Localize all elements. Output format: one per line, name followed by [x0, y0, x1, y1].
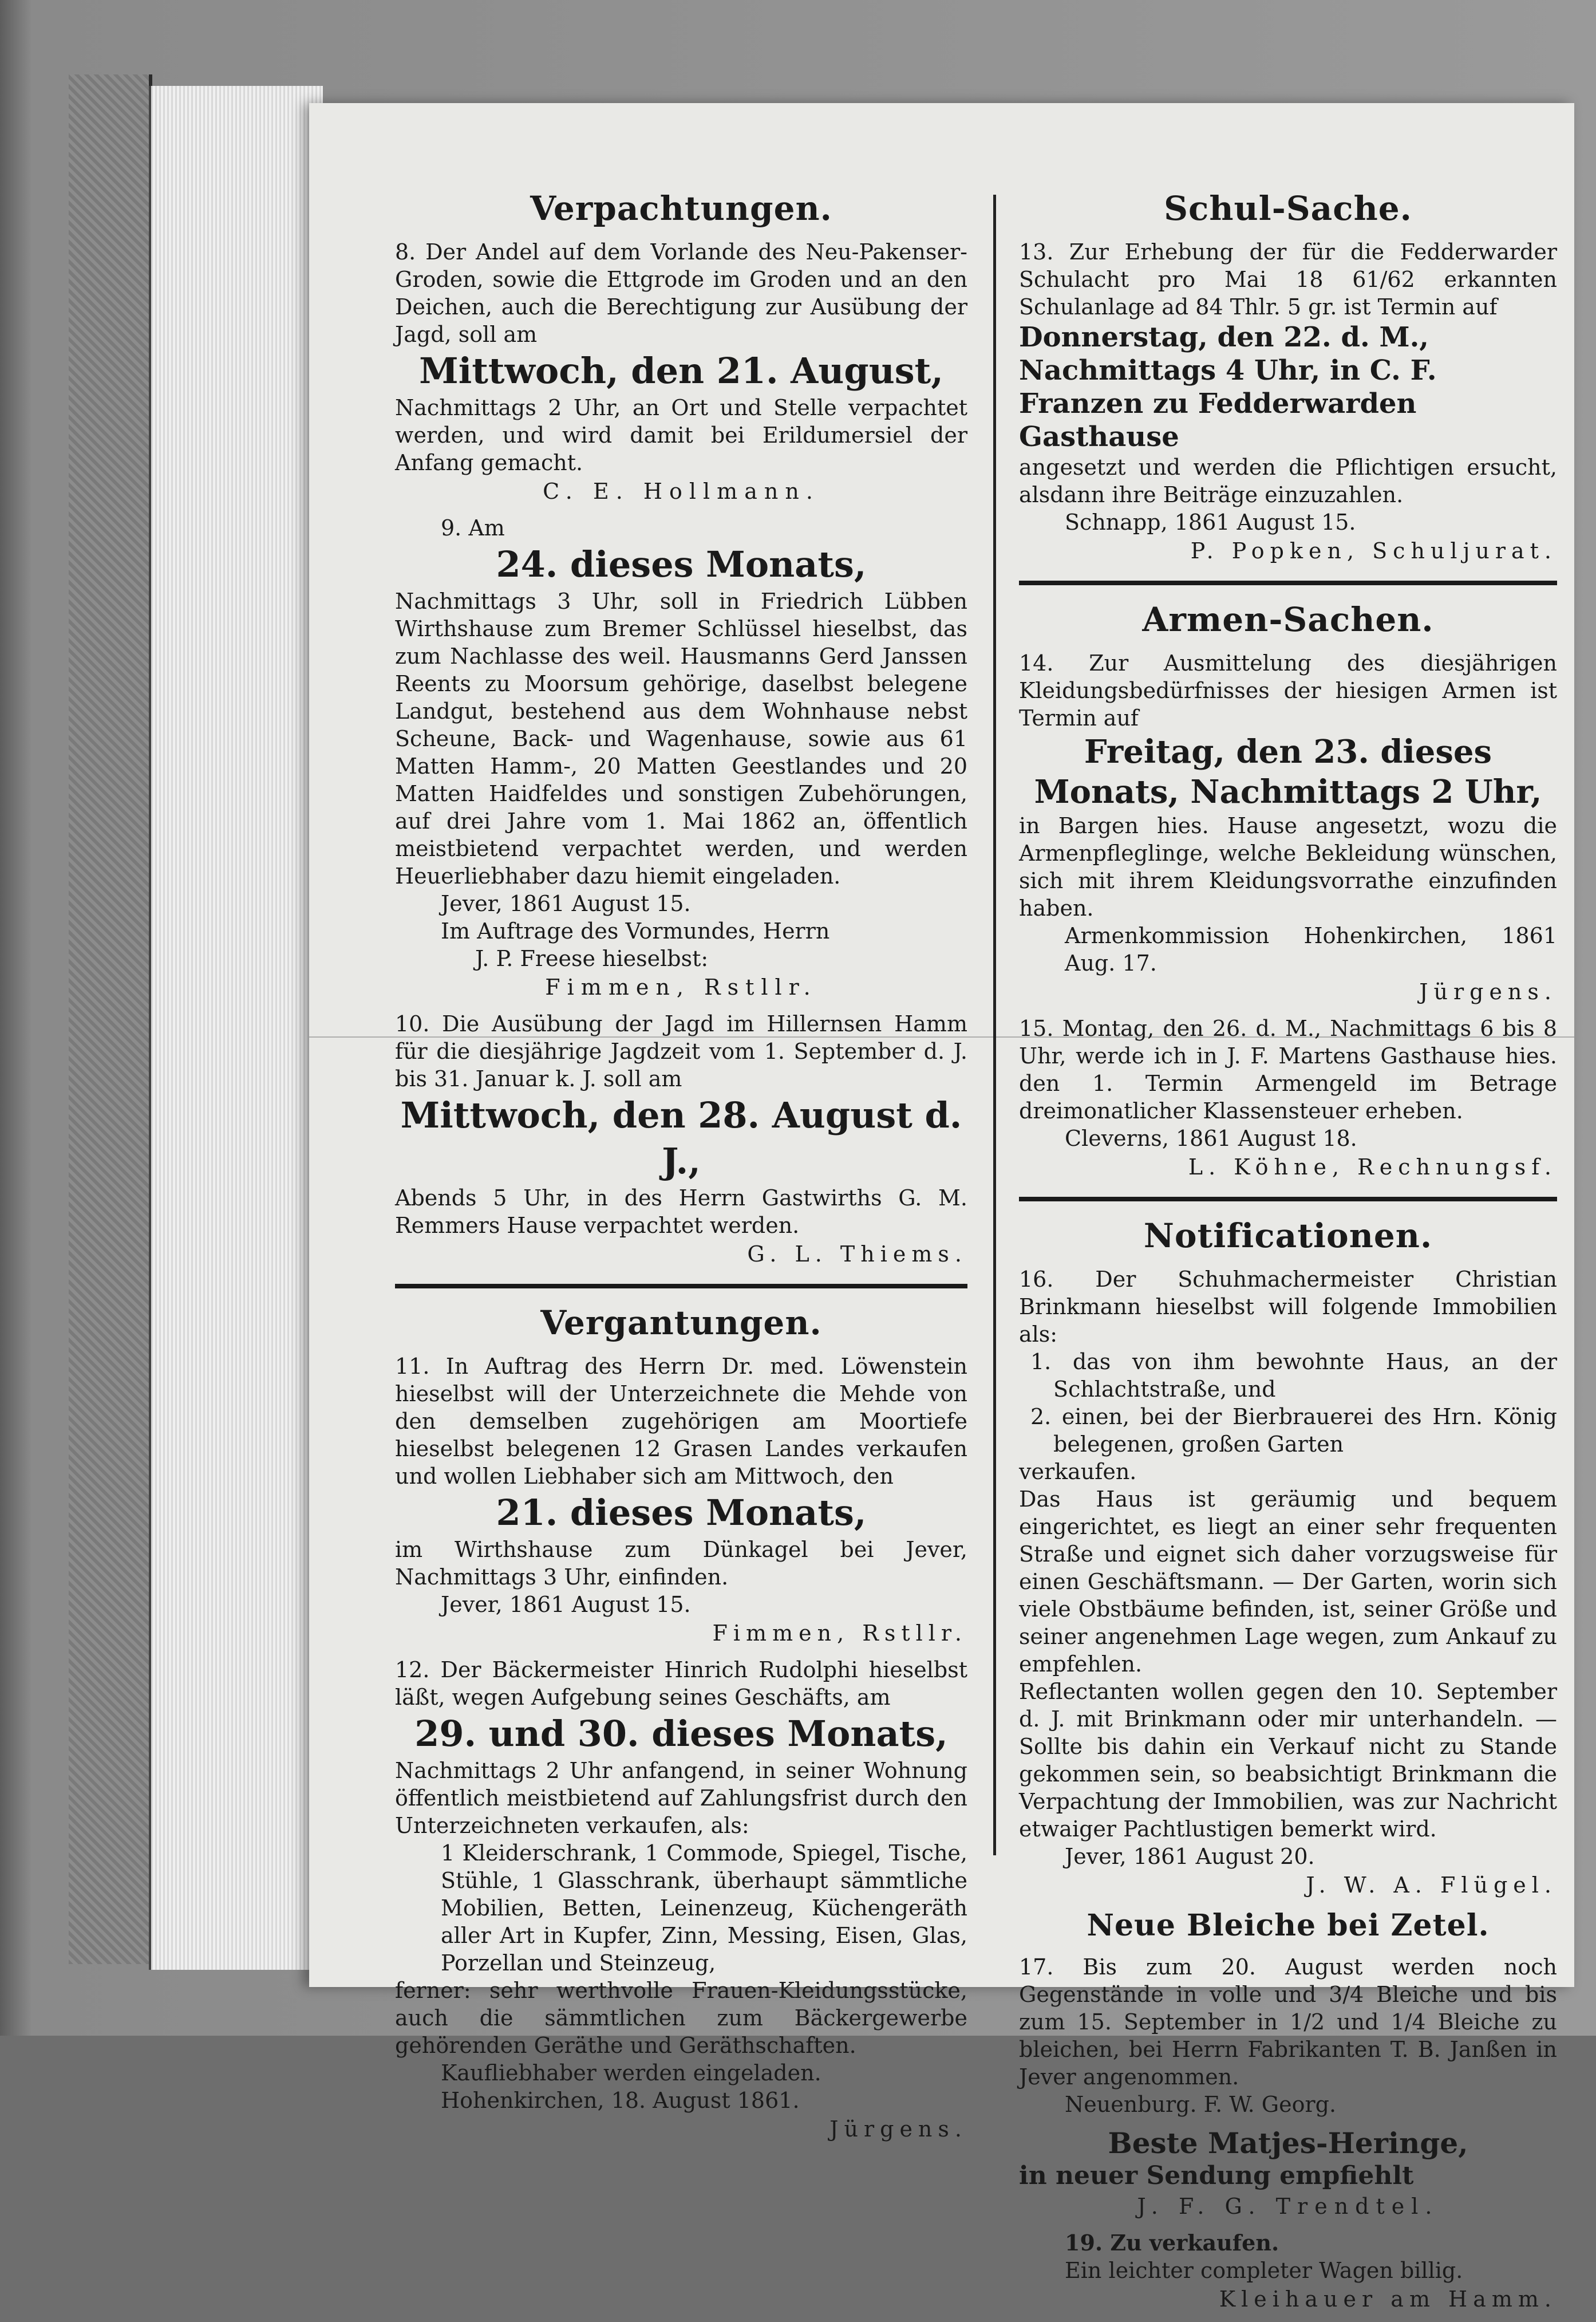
notice-10-signature: G. L. Thiems.	[747, 1241, 967, 1267]
book-cover	[69, 74, 152, 1964]
notice-8-text2: Nachmittags 2 Uhr, an Ort und Stelle verpachtet werden, und wird damit bei Erildumersiel der Anfang gemacht.	[395, 395, 967, 475]
section-rule	[1019, 581, 1557, 585]
notice-11-text2: im Wirthshause zum Dünkagel bei Jever, Nachmittags 3 Uhr, einfinden.	[395, 1537, 967, 1590]
notice-15-place: Cleverns, 1861 August 18.	[1065, 1126, 1357, 1151]
notice-16-signature: J. W. A. Flügel.	[1306, 1872, 1557, 1898]
notice-14-place: Armenkommission Hohenkirchen, 1861 Aug. 17.	[1065, 923, 1557, 976]
notice-13	[1019, 238, 1557, 566]
notice-19	[1019, 2229, 1557, 2314]
notice-10-date: Mittwoch, den 28. August d. J.,	[400, 1094, 962, 1182]
notice-16-verkaufen: verkaufen.	[1019, 1459, 1137, 1484]
right-column	[1019, 189, 1557, 2322]
notice-14-signature: Jürgens.	[1419, 979, 1557, 1004]
notice-16	[1019, 1266, 1557, 1900]
notice-19-head: 19. Zu verkaufen.	[1065, 2230, 1279, 2256]
notice-16-text: 16. Der Schuhmachermeister Christian Brinkmann hieselbst will folgende Immobilien als:	[1019, 1267, 1557, 1347]
notice-15	[1019, 1015, 1557, 1182]
section-heading-notificationen: Notificationen.	[1143, 1216, 1433, 1255]
notice-12-place: Hohenkirchen, 18. August 1861.	[441, 2088, 800, 2113]
notice-9	[395, 514, 967, 1002]
notice-19-text: Ein leichter completer Wagen billig.	[1065, 2258, 1463, 2283]
notice-9-signature: Fimmen, Rstllr.	[545, 975, 817, 1000]
notice-12-text3: ferner: sehr werthvolle Frauen-Kleidungsstücke, auch die sämmtlichen zum Bäckergewerbe gehörenden Geräthe und Geräthschaften.	[395, 1978, 967, 2058]
notice-9-text: Nachmittags 3 Uhr, soll in Friedrich Lübben Wirthshause zum Bremer Schlüssel hieselbst, das zum Nachlasse des weil. Hausmanns Gerd Janssen Reents zu Moorsum gehörige, daselbst belegene Landgut, bestehend aus dem Wohnhause nebst Scheune, Back- und Wagenhause, sowie aus 61 Matten Hamm-, 20 Matten Geestlandes und 20 Matten Haidfeldes und sonstigen Zubehörungen, auf drei Jahre vom 1. Mai 1862 an, öffentlich meistbietend verpachtet werden, und werden Heuerliebhaber dazu hiemit eingeladen.	[395, 589, 967, 889]
notice-17-signature: Neuenburg. F. W. Georg.	[1065, 2092, 1337, 2117]
notice-11-place: Jever, 1861 August 15.	[441, 1592, 691, 1617]
notice-12-date: 29. und 30. dieses Monats,	[414, 1713, 948, 1755]
notice-12-text2: Nachmittags 2 Uhr anfangend, in seiner Wohnung öffentlich meistbietend auf Zahlungsfrist durch den Unterzeichneten verkaufen, als:	[395, 1758, 967, 1838]
section-heading-bleiche: Neue Bleiche bei Zetel.	[1087, 1908, 1490, 1943]
notice-16-text3: Reflectanten wollen gegen den 10. September d. J. mit Brinkmann oder mir unterhandeln. — Sollte bis dahin ein Verkauf nicht zu Stande gekommen sein, so beabsichtigt Brinkmann die Verpachtung der Immobilien, was zur Nachricht etwaiger Pachtlustigen bemerkt wird.	[1019, 1679, 1557, 1842]
notice-9-auftrag: Im Auftrage des Vormundes, Herrn	[441, 918, 830, 944]
notice-9-place: Jever, 1861 August 15.	[441, 891, 691, 916]
notice-14-date: Freitag, den 23. dieses Monats, Nachmittags 2 Uhr,	[1034, 733, 1542, 811]
notice-8-signature: C. E. Hollmann.	[543, 479, 820, 504]
notice-13-text2: angesetzt und werden die Pflichtigen ersucht, alsdann ihre Beiträge einzuzahlen.	[1019, 455, 1557, 507]
notice-17-text: 17. Bis zum 20. August werden noch Gegenstände in volle und 3/4 Bleiche und bis zum 15. September in 1/2 und 1/4 Bleiche zu bleichen, bei Herrn Fabrikanten T. B. Janßen in Jever angenommen.	[1019, 1954, 1557, 2090]
notice-13-signature: P. Popken, Schuljurat.	[1190, 538, 1557, 563]
notice-11-date: 21. dieses Monats,	[496, 1492, 867, 1533]
notice-17	[1019, 1953, 1557, 2118]
notice-16-text2: Das Haus ist geräumig und bequem eingerichtet, es liegt an einer sehr frequenten Straße und eignet sich daher vorzugsweise für einen Geschäftsmann. — Der Garten, worin sich viele Obstbäume befinden, ist, seiner Größe und seiner angenehmen Lage wegen, zum Ankauf zu empfehlen.	[1019, 1487, 1557, 1677]
notice-11-text: 11. In Auftrag des Herrn Dr. med. Löwenstein hieselbst will der Unterzeichnete die Mehde von den demselben zugehörigen am Moortiefe hieselbst belegenen 12 Grasen Landes verkaufen und wollen Liebhaber sich am Mittwoch, den	[395, 1354, 967, 1489]
notice-15-signature: L. Köhne, Rechnungsf.	[1188, 1154, 1557, 1180]
notice-8-text: 8. Der Andel auf dem Vorlande des Neu-Pakenser-Groden, sowie die Ettgrode im Groden und an den Deichen, auch die Berechtigung zur Ausübung der Jagd, soll am	[395, 239, 967, 347]
notice-16-item-2: 2. einen, bei der Bierbrauerei des Hrn. König belegenen, großen Garten	[1030, 1404, 1557, 1457]
notice-8-date: Mittwoch, den 21. August,	[419, 350, 943, 392]
notice-13-date: Donnerstag, den 22. d. M., Nachmittags 4 Uhr, in C. F. Franzen zu Fedderwarden Gasthause	[1019, 321, 1437, 453]
heringe-signature: J. F. G. Trendtel.	[1137, 2194, 1439, 2219]
notice-19-signature: Kleihauer am Hamm.	[1219, 2286, 1557, 2312]
notice-10-text: 10. Die Ausübung der Jagd im Hillernsen Hamm für die diesjährige Jagdzeit vom 1. September d. J. bis 31. Januar k. J. soll am	[395, 1011, 967, 1091]
notice-8	[395, 238, 967, 506]
section-rule	[395, 1284, 967, 1288]
notice-11-signature: Fimmen, Rstllr.	[712, 1621, 967, 1646]
notice-12	[395, 1656, 967, 2144]
notice-12-invite: Kaufliebhaber werden eingeladen.	[441, 2060, 821, 2086]
notice-9-date: 24. dieses Monats,	[496, 543, 867, 585]
section-heading-vergantungen: Vergantungen.	[540, 1303, 822, 1342]
section-rule	[1019, 1197, 1557, 1201]
notice-12-text: 12. Der Bäckermeister Hinrich Rudolphi hieselbst läßt, wegen Aufgebung seines Geschäfts, am	[395, 1657, 967, 1710]
page-edges	[149, 86, 323, 1970]
left-column	[395, 189, 967, 2152]
notice-14	[1019, 649, 1557, 1007]
heringe-subtitle: in neuer Sendung empfiehlt	[1019, 2161, 1414, 2190]
notice-10-text2: Abends 5 Uhr, in des Herrn Gastwirths G. M. Remmers Hause verpachtet werden.	[395, 1185, 967, 1238]
notice-14-text2: in Bargen hies. Hause angesetzt, wozu die Armenpfleglinge, welche Bekleidung wünschen, sich mit ihrem Kleidungsvorrathe einzufinden haben.	[1019, 813, 1557, 921]
newspaper-page	[309, 103, 1574, 2312]
advert-heringe	[1019, 2126, 1557, 2221]
notice-14-text: 14. Zur Ausmittelung des diesjährigen Kleidungsbedürfnisses der hiesigen Armen ist Termin auf	[1019, 651, 1557, 731]
notice-10	[395, 1010, 967, 1269]
notice-11	[395, 1353, 967, 1648]
section-heading-armen: Armen-Sachen.	[1142, 600, 1434, 639]
notice-9-name: J. P. Freese hieselbst:	[475, 946, 709, 971]
notice-12-list: 1 Kleiderschrank, 1 Commode, Spiegel, Tische, Stühle, 1 Glasschrank, überhaupt sämmtliche Mobilien, Betten, Leinenzeug, Küchengeräth aller Art in Kupfer, Zinn, Messing, Eisen, Glas, Porzellan und Steinzeug,	[441, 1840, 967, 1976]
notice-13-text: 13. Zur Erhebung der für die Fedderwarder Schulacht pro Mai 18 61/62 erkannten Schulanlage ad 84 Thlr. 5 gr. ist Termin auf	[1019, 239, 1557, 320]
heringe-title: Beste Matjes-Heringe,	[1108, 2126, 1468, 2160]
notice-12-signature: Jürgens.	[829, 2116, 967, 2142]
column-divider	[993, 195, 996, 1855]
section-heading-schul: Schul-Sache.	[1164, 189, 1412, 228]
notice-9-intro: 9. Am	[441, 515, 505, 541]
notice-15-text: 15. Montag, den 26. d. M., Nachmittags 6 bis 8 Uhr, werde ich in J. F. Martens Gasthause hies. den 1. Termin Armengeld im Betrage dreimonatlicher Klassensteuer erheben.	[1019, 1016, 1557, 1123]
notice-16-item-1: 1. das von ihm bewohnte Haus, an der Schlachtstraße, und	[1030, 1349, 1557, 1402]
section-heading-verpachtungen: Verpachtungen.	[530, 189, 832, 228]
notice-13-place: Schnapp, 1861 August 15.	[1065, 510, 1356, 535]
notice-16-place: Jever, 1861 August 20.	[1065, 1844, 1315, 1869]
